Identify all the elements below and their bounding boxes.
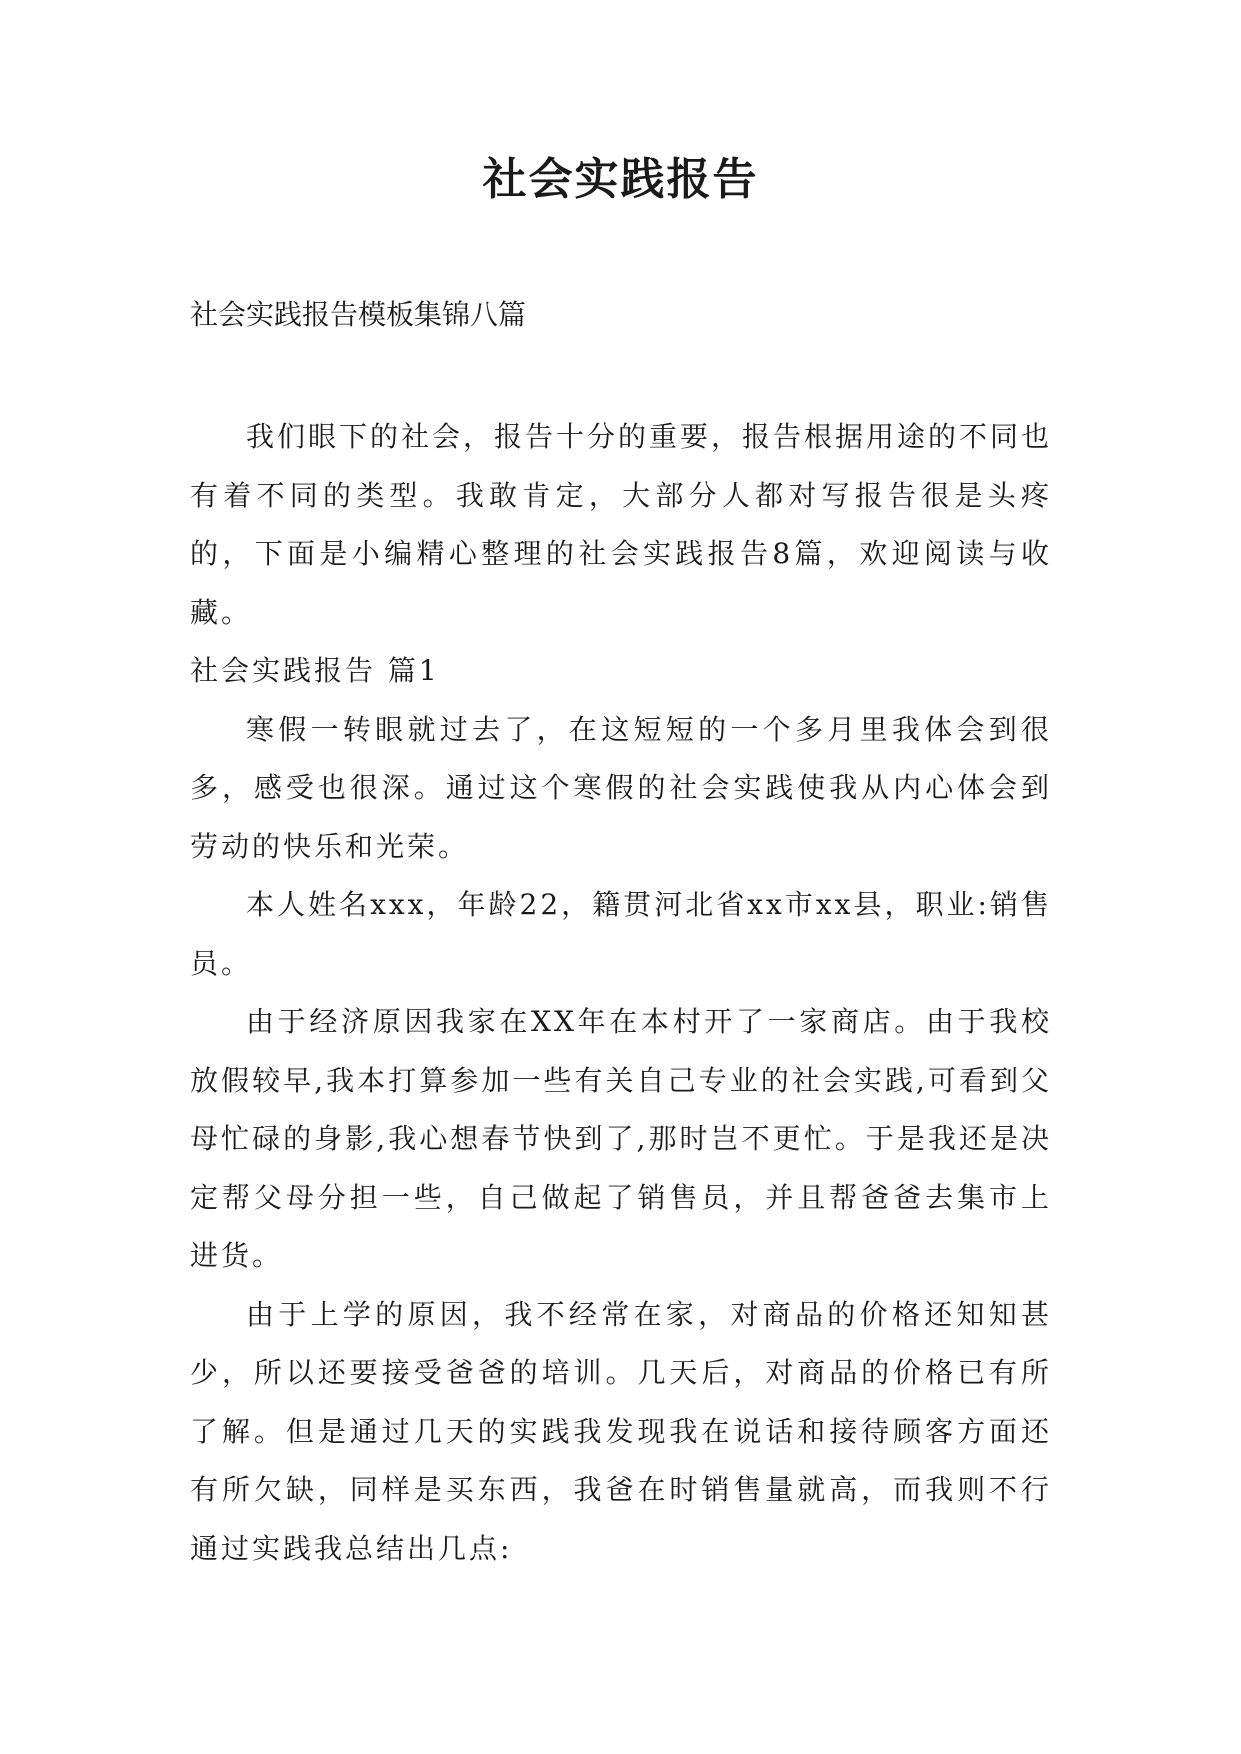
document-subtitle: 社会实践报告模板集锦八篇 <box>190 298 527 331</box>
document-title: 社会实践报告 <box>482 154 759 205</box>
paragraph: 本人姓名xxx，年龄22，籍贯河北省xx市xx县，职业:销售员。 <box>190 888 1052 980</box>
paragraph: 由于经济原因我家在XX年在本村开了一家商店。由于我校放假较早,我本打算参加一些有关自己专业的社会实践,可看到父母忙碌的身影,我心想春节快到了,那时岂不更忙。于是我还是决定帮父母分担一些，自己做起了销售员，并且帮爸爸去集市上进货。 <box>190 1005 1052 1272</box>
section-heading: 社会实践报告 篇1 <box>190 654 440 687</box>
paragraph: 寒假一转眼就过去了，在这短短的一个多月里我体会到很多，感受也很深。通过这个寒假的社会实践使我从内心体会到劳动的快乐和光荣。 <box>190 712 1052 863</box>
document-body <box>190 408 1052 1578</box>
paragraph: 由于上学的原因，我不经常在家，对商品的价格还知知甚少，所以还要接受爸爸的培训。几天后，对商品的价格已有所了解。但是通过几天的实践我发现我在说话和接待顾客方面还有所欠缺，同样是买东西，我爸在时销售量就高，而我则不行通过实践我总结出几点: <box>190 1297 1052 1565</box>
paragraph-intro: 我们眼下的社会，报告十分的重要，报告根据用途的不同也有着不同的类型。我敢肯定，大部分人都对写报告很是头疼的，下面是小编精心整理的社会实践报告8篇，欢迎阅读与收藏。 <box>190 420 1053 629</box>
